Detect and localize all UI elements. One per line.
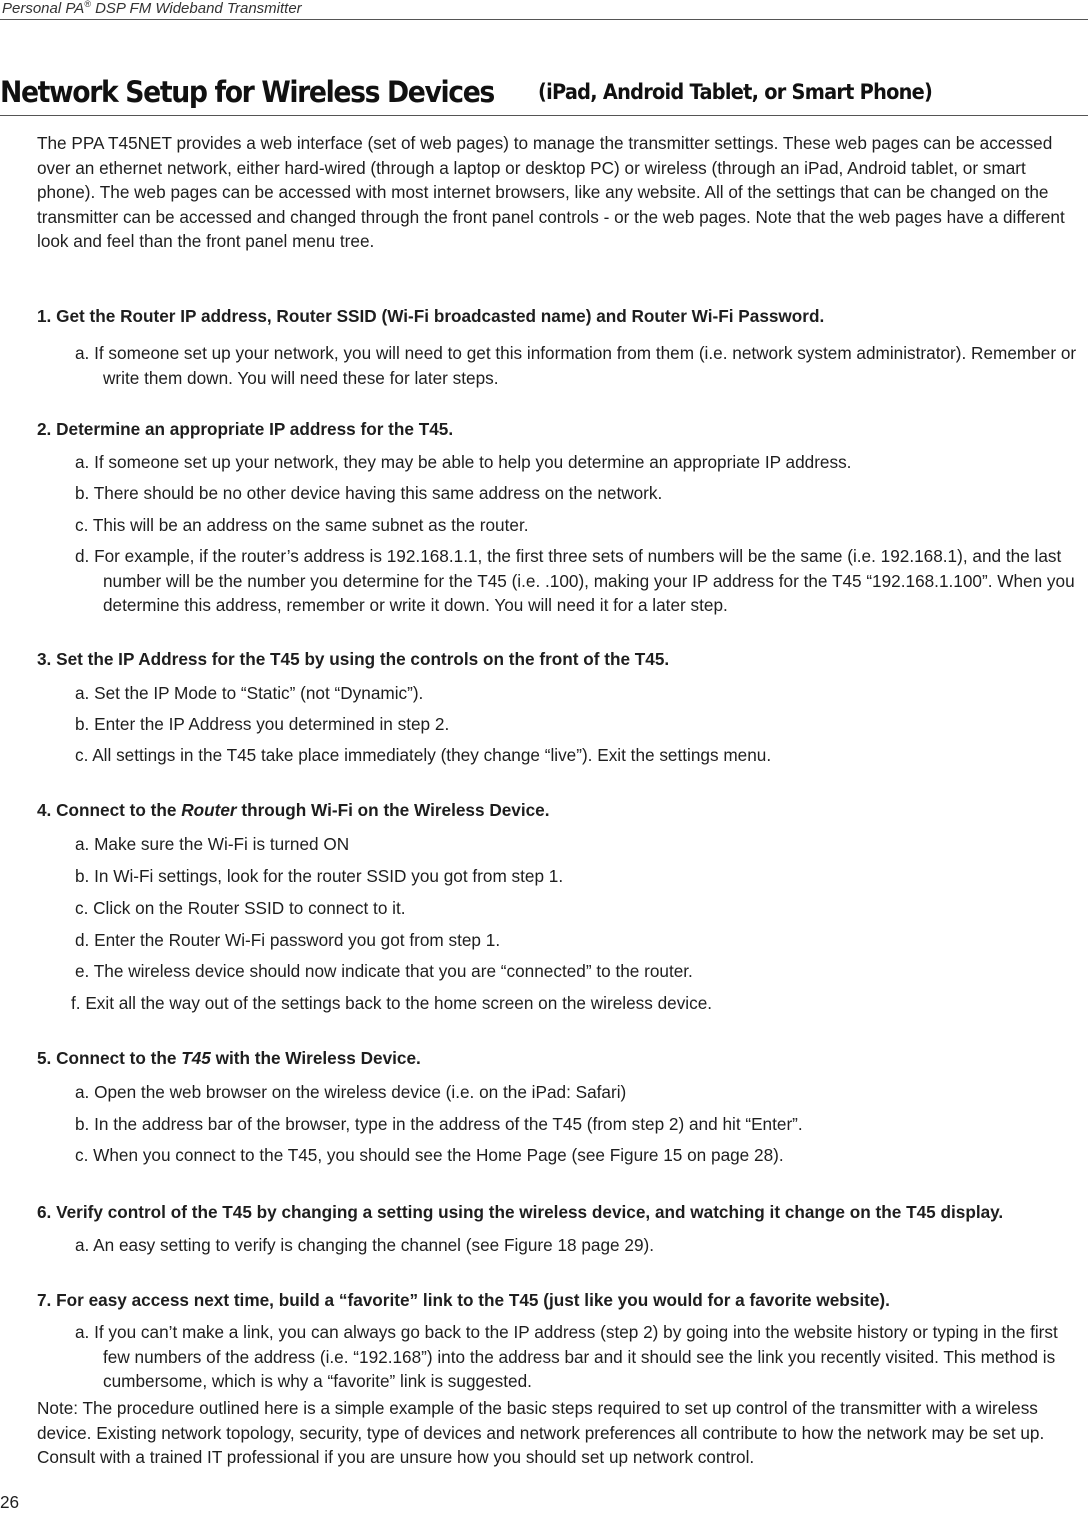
step-4-item-d: d. Enter the Router Wi-Fi password you got from step 1. xyxy=(75,930,501,950)
step-3-item-b: b. Enter the IP Address you determined in step 2. xyxy=(75,714,450,734)
step-6-heading: 6. Verify control of the T45 by changing a setting using the wireless device, and watching it change on the T45 display. xyxy=(37,1202,1004,1222)
step-5-heading-emphasis: T45 xyxy=(181,1048,211,1068)
step-2-heading: 2. Determine an appropriate IP address for the T45. xyxy=(37,419,454,439)
step-4-heading-after: through Wi-Fi on the Wireless Device. xyxy=(236,800,550,820)
step-5-heading-after: with the Wireless Device. xyxy=(210,1048,421,1068)
step-1-heading: 1. Get the Router IP address, Router SSID (Wi-Fi broadcasted name) and Router Wi-Fi Password. xyxy=(37,306,825,326)
page-title-main: Network Setup for Wireless Devices xyxy=(0,75,494,109)
step-5-item-c: c. When you connect to the T45, you should see the Home Page (see Figure 15 on page 28). xyxy=(75,1145,784,1165)
step-5-heading-before: 5. Connect to the xyxy=(37,1048,182,1068)
step-5-heading xyxy=(37,1047,421,1069)
step-4-item-c: c. Click on the Router SSID to connect to it. xyxy=(75,898,406,918)
step-7-item-a: a. If you can’t make a link, you can always go back to the IP address (step 2) by going into the website history or typing in the first few numbers of the address (i.e. “192.168”) into the address bar and it should see the link you recently visited. This method is cumbersome, which is why a “favorite” link is suggested. xyxy=(75,1322,1058,1391)
step-5-item-b: b. In the address bar of the browser, type in the address of the T45 (from step 2) and hit “Enter”. xyxy=(75,1114,803,1134)
header-product-suffix: DSP FM Wideband Transmitter xyxy=(90,0,302,17)
step-4-item-b: b. In Wi-Fi settings, look for the router SSID you got from step 1. xyxy=(75,866,564,886)
running-header xyxy=(0,0,1088,20)
step-4-heading-emphasis: Router xyxy=(181,800,237,820)
step-4-item-f: f. Exit all the way out of the settings back to the home screen on the wireless device. xyxy=(71,993,713,1013)
step-5-item-a: a. Open the web browser on the wireless device (i.e. on the iPad: Safari) xyxy=(75,1082,627,1102)
step-6-item-a: a. An easy setting to verify is changing the channel (see Figure 18 page 29). xyxy=(75,1235,655,1255)
step-7-heading: 7. For easy access next time, build a “favorite” link to the T45 (just like you would for a favorite website). xyxy=(37,1290,890,1310)
step-3-item-c: c. All settings in the T45 take place immediately (they change “live”). Exit the settings menu. xyxy=(75,745,772,765)
step-2-item-a: a. If someone set up your network, they may be able to help you determine an appropriate IP address. xyxy=(75,452,852,472)
step-2-item-d: d. For example, if the router’s address is 192.168.1.1, the first three sets of numbers will be the same (i.e. 192.168.1), and the last number will be the number you determine for the T45 (i.e. .100), making your IP address for the T45 “192.168.1.100”. When you determine this address, remember or write it down. You will need it for a later step. xyxy=(75,546,1075,615)
step-2-item-b: b. There should be no other device having this same address on the network. xyxy=(75,483,663,503)
intro-paragraph: The PPA T45NET provides a web interface (set of web pages) to manage the transmitter settings. These web pages can be accessed over an ethernet network, either hard-wired (through a laptop or desktop PC) or wireless (through an iPad, Android tablet, or smart phone). The web pages can be accessed with most internet browsers, like any website. All of the settings that can be changed on the transmitter can be accessed and changed through the front panel controls - or the web pages. Note that the web pages have a different look and feel than the front panel menu tree. xyxy=(37,133,1065,251)
step-3-item-a: a. Set the IP Mode to “Static” (not “Dynamic”). xyxy=(75,683,424,703)
note-paragraph: Note: The procedure outlined here is a simple example of the basic steps required to set up control of the transmitter with a wireless device. Existing network topology, security, type of devices and network preferences all contribute to how the network may be set up. Consult with a trained IT professional if you are unsure how you should set up network control. xyxy=(37,1398,1045,1467)
step-1-item-a: a. If someone set up your network, you will need to get this information from them (i.e. network system administrator). Remember or write them down. You will need these for later steps. xyxy=(75,343,1077,388)
registered-mark: ® xyxy=(84,0,91,9)
step-4-item-e: e. The wireless device should now indicate that you are “connected” to the router. xyxy=(75,961,693,981)
page-number: 26 xyxy=(0,1492,20,1512)
step-4-item-a: a. Make sure the Wi-Fi is turned ON xyxy=(75,834,350,854)
page-title xyxy=(0,74,1088,116)
step-4-heading xyxy=(37,799,550,821)
header-product-prefix: Personal PA xyxy=(2,0,85,17)
step-4-heading-before: 4. Connect to the xyxy=(37,800,182,820)
page-title-sub: (iPad, Android Tablet, or Smart Phone) xyxy=(538,80,933,104)
step-3-heading: 3. Set the IP Address for the T45 by using the controls on the front of the T45. xyxy=(37,649,670,669)
step-2-item-c: c. This will be an address on the same subnet as the router. xyxy=(75,515,529,535)
